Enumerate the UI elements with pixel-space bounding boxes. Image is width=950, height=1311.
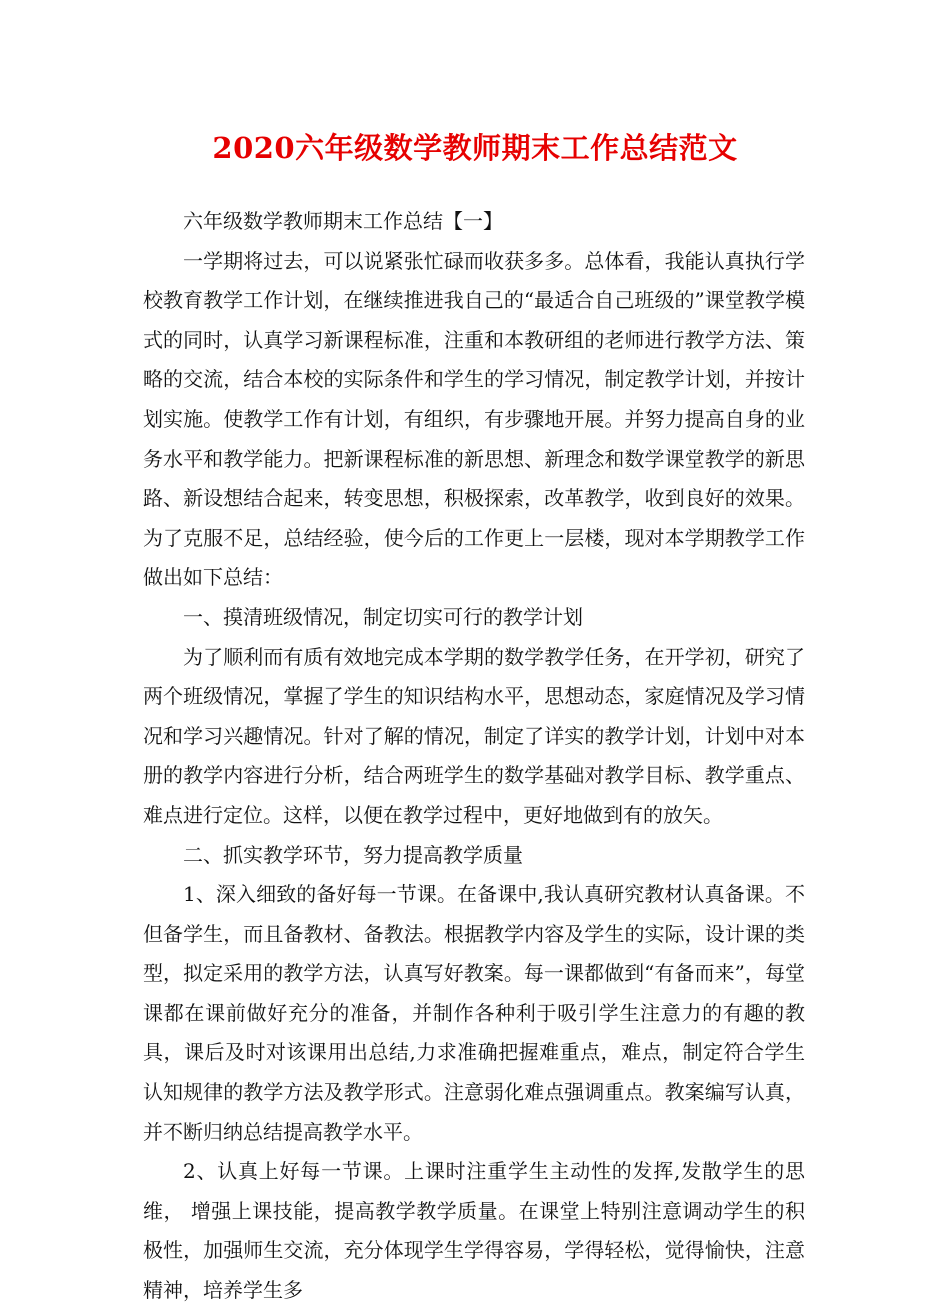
paragraph: 1、深入细致的备好每一节课。在备课中,我认真研究教材认真备课。不但备学生，而且备教材、备教法。根据教学内容及学生的实际，设计课的类型，拟定采用的教学方法，认真写好教案。每一课都做到“有备而来”，每堂课都在课前做好充分的准备，并制作各种利于吸引学生注意力的有趣的教具，课后及时对该课用出总结,力求准确把握难重点，难点，制定符合学生认知规律的教学方法及教学形式。注意弱化难点强调重点。教案编写认真，并不断归纳总结提高教学水平。 bbox=[143, 882, 805, 1144]
document-title: 2020六年级数学教师期末工作总结范文 bbox=[212, 131, 738, 165]
document-body bbox=[143, 202, 805, 1311]
paragraph: 为了顺利而有质有效地完成本学期的数学教学任务，在开学初，研究了两个班级情况，掌握了学生的知识结构水平，思想动态，家庭情况及学习情况和学习兴趣情况。针对了解的情况，制定了详实的教学计划，计划中对本册的教学内容进行分析，结合两班学生的数学基础对教学目标、教学重点、难点进行定位。这样，以便在教学过程中，更好地做到有的放矢。 bbox=[143, 644, 805, 827]
section-heading: 二、抓实教学环节，努力提高教学质量 bbox=[183, 842, 523, 867]
section-heading: 六年级数学教师期末工作总结【一】 bbox=[183, 209, 503, 233]
paragraph: 一学期将过去，可以说紧张忙碌而收获多多。总体看，我能认真执行学校教育教学工作计划，在继续推进我自己的“最适合自己班级的”课堂教学模式的同时，认真学习新课程标准，注重和本教研组的老师进行教学方法、策略的交流，结合本校的实际条件和学生的学习情况，制定教学计划，并按计划实施。使教学工作有计划，有组织，有步骤地开展。并努力提高自身的业务水平和教学能力。把新课程标准的新思想、新理念和数学课堂教学的新思路、新设想结合起来，转变思想，积极探索，改革教学，收到良好的效果。为了克服不足，总结经验，使今后的工作更上一层楼，现对本学期教学工作做出如下总结： bbox=[143, 248, 805, 590]
paragraph: 2、认真上好每一节课。上课时注重学生主动性的发挥,发散学生的思维， 增强上课技能，提高教学教学质量。在课堂上特别注意调动学生的积极性，加强师生交流，充分体现学生学得容易，学得轻松，觉得愉快，注意精神，培养学生多 bbox=[143, 1159, 805, 1303]
section-heading: 一、摸清班级情况，制定切实可行的教学计划 bbox=[183, 604, 583, 629]
